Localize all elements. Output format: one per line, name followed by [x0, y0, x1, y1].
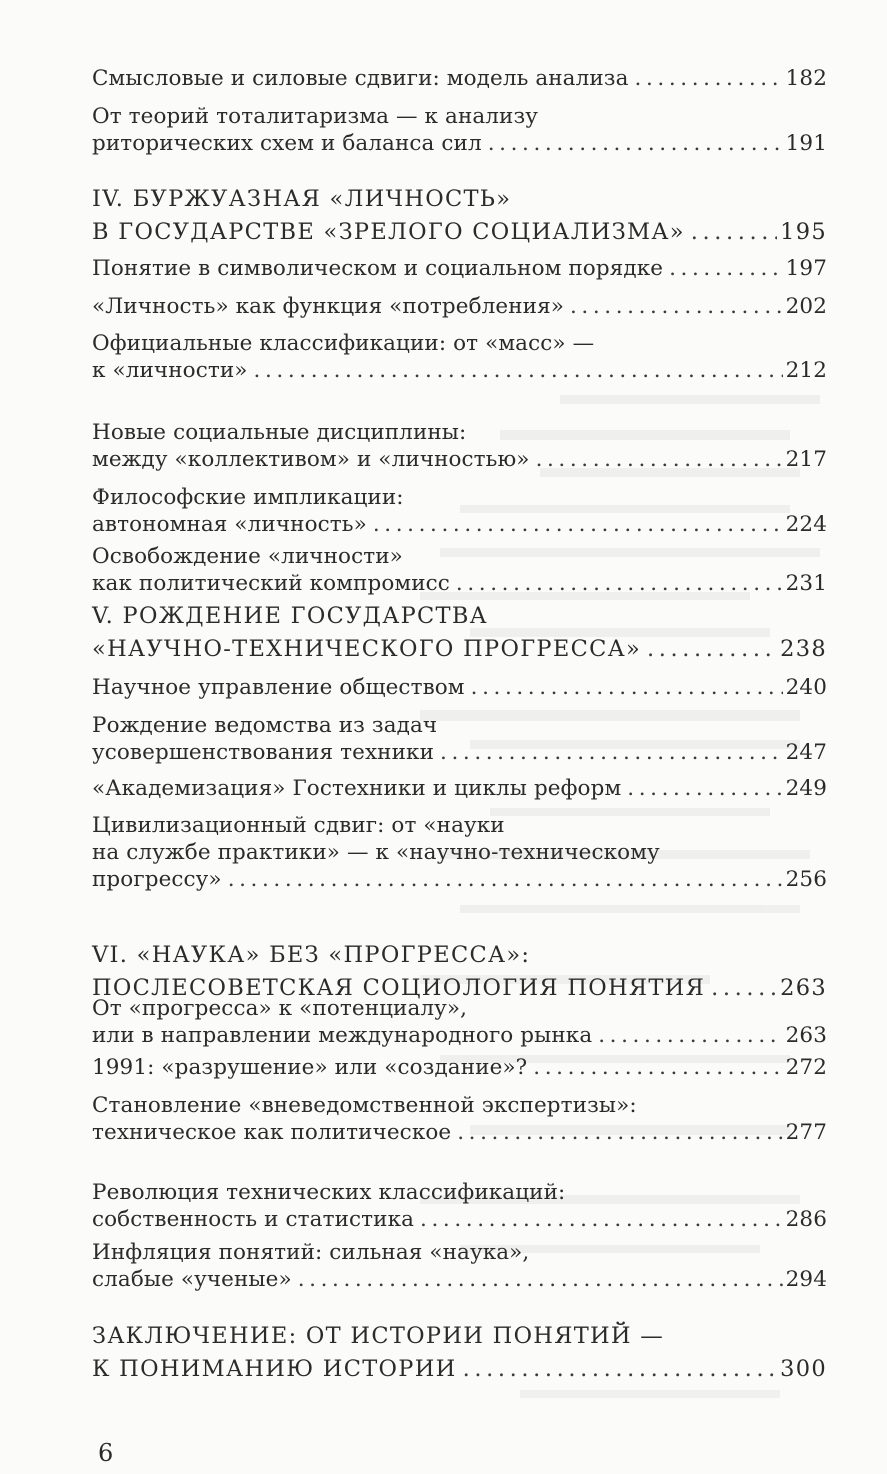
entry-title-text: Инфляция понятий: сильная «наука», [92, 1240, 530, 1265]
entry-title-text: Смысловые и силовые сдвиги: модель анализа [92, 66, 629, 91]
toc-entry-line [92, 544, 827, 570]
dot-leader [298, 1267, 783, 1293]
entry-title-text: «НАУЧНО-ТЕХНИЧЕСКОГО ПРОГРЕССА» [92, 636, 642, 662]
entry-title-text: В ГОСУДАРСТВЕ «ЗРЕЛОГО СОЦИАЛИЗМА» [92, 219, 685, 245]
toc-entry [92, 294, 827, 320]
entry-title-text: V. РОЖДЕНИЕ ГОСУДАРСТВА [92, 603, 489, 629]
toc-entry [92, 1240, 827, 1293]
dot-leader [627, 776, 782, 802]
entry-page-number: 272 [785, 1055, 827, 1080]
entry-page-number: 195 [780, 219, 827, 245]
toc-entry-line [92, 939, 827, 972]
dot-leader [647, 633, 777, 666]
toc-entry [92, 544, 827, 597]
dot-leader [420, 1207, 783, 1233]
toc-entry-line [92, 1320, 827, 1353]
entry-page-number: 191 [785, 131, 827, 156]
toc-entry [92, 675, 827, 701]
toc-entry-line [92, 1120, 827, 1146]
entry-title-text: автономная «личность» [92, 512, 367, 537]
dot-leader [533, 1055, 782, 1081]
toc-entry-line [92, 1023, 827, 1049]
entry-page-number: 197 [785, 256, 827, 281]
toc-chapter-entry [92, 1320, 827, 1386]
entry-title-text: От «прогресса» к «потенциалу», [92, 996, 468, 1021]
entry-title-text: к «личности» [92, 358, 248, 383]
entry-page-number: 212 [785, 358, 827, 383]
toc-entry-line [92, 675, 827, 701]
dot-leader [456, 571, 783, 597]
entry-page-number: 286 [785, 1207, 827, 1232]
entry-page-number: 263 [785, 1023, 827, 1048]
entry-title-text: Научное управление обществом [92, 675, 465, 700]
toc-entry-line [92, 358, 827, 384]
toc-entry-line [92, 485, 827, 511]
entry-page-number: 202 [785, 294, 827, 319]
dot-leader [691, 216, 777, 249]
dot-leader [471, 675, 783, 701]
toc-entry [92, 485, 827, 538]
entry-title-text: «Личность» как функция «потребления» [92, 294, 564, 319]
dot-leader [536, 447, 783, 473]
toc-entry-line [92, 66, 827, 92]
entry-page-number: 294 [785, 1267, 827, 1292]
toc-entry-line [92, 104, 827, 130]
toc-entry [92, 813, 827, 893]
dot-leader [373, 512, 783, 538]
dot-leader [440, 740, 783, 766]
entry-title-text: 1991: «разрушение» или «создание»? [92, 1055, 528, 1080]
toc-entry-line [92, 294, 827, 320]
entry-page-number: 256 [785, 867, 827, 892]
entry-title-text: Революция технических классификаций: [92, 1180, 566, 1205]
toc-entry-line [92, 1055, 827, 1081]
dot-leader [570, 294, 783, 320]
toc-entry [92, 713, 827, 766]
entry-title-text: риторических схем и баланса сил [92, 131, 482, 156]
entry-title-text: Рождение ведомства из задач [92, 713, 438, 738]
toc-entry-line [92, 740, 827, 766]
entry-page-number: 247 [785, 740, 827, 765]
entry-title-text: От теорий тоталитаризма — к анализу [92, 104, 539, 129]
toc-entry-line [92, 447, 827, 473]
toc-entry [92, 996, 827, 1049]
toc-entry-line [92, 600, 827, 633]
entry-title-text: как политический компромисс [92, 571, 450, 596]
toc-entry [92, 1093, 827, 1146]
entry-page-number: 224 [785, 512, 827, 537]
toc-entry-line [92, 1267, 827, 1293]
entry-page-number: 240 [785, 675, 827, 700]
toc-entry-line [92, 512, 827, 538]
dot-leader [488, 131, 783, 157]
page-number: 6 [98, 1439, 114, 1467]
toc-chapter-entry [92, 183, 827, 249]
entry-title-text: Понятие в символическом и социальном порядке [92, 256, 664, 281]
dot-leader [228, 867, 783, 893]
entry-title-text: Философские импликации: [92, 485, 404, 510]
entry-page-number: 249 [785, 776, 827, 801]
toc-entry [92, 331, 827, 384]
toc-entry-line [92, 1207, 827, 1233]
dot-leader [635, 66, 783, 92]
dot-leader [669, 256, 783, 282]
dot-leader [457, 1120, 782, 1146]
entry-title-text: «Академизация» Гостехники и циклы реформ [92, 776, 622, 801]
toc-entry-line [92, 1180, 827, 1206]
toc-entry-line [92, 633, 827, 666]
entry-title-text: IV. БУРЖУАЗНАЯ «ЛИЧНОСТЬ» [92, 186, 512, 212]
dot-leader [463, 1353, 778, 1386]
entry-title-text: Становление «вневедомственной экспертизы»: [92, 1093, 637, 1118]
entry-page-number: 217 [785, 447, 827, 472]
entry-page-number: 182 [785, 66, 827, 91]
toc-entry [92, 420, 827, 473]
entry-title-text: или в направлении международного рынка [92, 1023, 593, 1048]
entry-title-text: Новые социальные дисциплины: [92, 420, 467, 445]
entry-title-text: Официальные классификации: от «масс» — [92, 331, 595, 356]
entry-title-text: ЗАКЛЮЧЕНИЕ: ОТ ИСТОРИИ ПОНЯТИЙ — [92, 1323, 665, 1349]
toc-entry-line [92, 131, 827, 157]
toc-entry-line [92, 867, 827, 893]
toc-entry-line [92, 331, 827, 357]
toc-entry [92, 776, 827, 802]
toc-entry-line [92, 1093, 827, 1119]
toc-entry-line [92, 776, 827, 802]
entry-title-text: между «коллективом» и «личностью» [92, 447, 530, 472]
toc-entry-line [92, 1240, 827, 1266]
entry-title-text: усовершенствования техники [92, 740, 435, 765]
entry-title-text: VI. «НАУКА» БЕЗ «ПРОГРЕССА»: [92, 942, 531, 968]
toc-entry-line [92, 813, 827, 839]
entry-title-text: Освобождение «личности» [92, 544, 403, 569]
dot-leader [598, 1023, 782, 1049]
toc-entry-line [92, 571, 827, 597]
entry-title-text: собственность и статистика [92, 1207, 415, 1232]
entry-page-number: 238 [780, 636, 827, 662]
entry-title-text: Цивилизационный сдвиг: от «науки [92, 813, 505, 838]
toc-entry-line [92, 183, 827, 216]
toc-entry [92, 1055, 827, 1081]
toc-entry-line [92, 1353, 827, 1386]
entry-title-text: прогрессу» [92, 867, 222, 892]
entry-title-text: ПОСЛЕСОВЕТСКАЯ СОЦИОЛОГИЯ ПОНЯТИЯ [92, 975, 706, 1001]
toc-entry [92, 256, 827, 282]
toc-entry [92, 1180, 827, 1233]
toc-entry-line [92, 420, 827, 446]
toc-entry-line [92, 996, 827, 1022]
entry-title-text: К ПОНИМАНИЮ ИСТОРИИ [92, 1356, 457, 1382]
dot-leader [254, 358, 783, 384]
toc-entry-line [92, 256, 827, 282]
toc-chapter-entry [92, 600, 827, 666]
entry-title-text: техническое как политическое [92, 1120, 452, 1145]
entry-page-number: 231 [785, 571, 827, 596]
toc-entry-line [92, 713, 827, 739]
entry-title-text: на службе практики» — к «научно-техническому [92, 840, 660, 865]
entry-page-number: 263 [780, 975, 827, 1001]
entry-page-number: 300 [780, 1356, 827, 1382]
toc-entry [92, 104, 827, 157]
entry-title-text: слабые «ученые» [92, 1267, 292, 1292]
entry-page-number: 277 [785, 1120, 827, 1145]
toc-entry-line [92, 216, 827, 249]
toc-entry [92, 66, 827, 92]
toc-entry-line [92, 840, 827, 866]
